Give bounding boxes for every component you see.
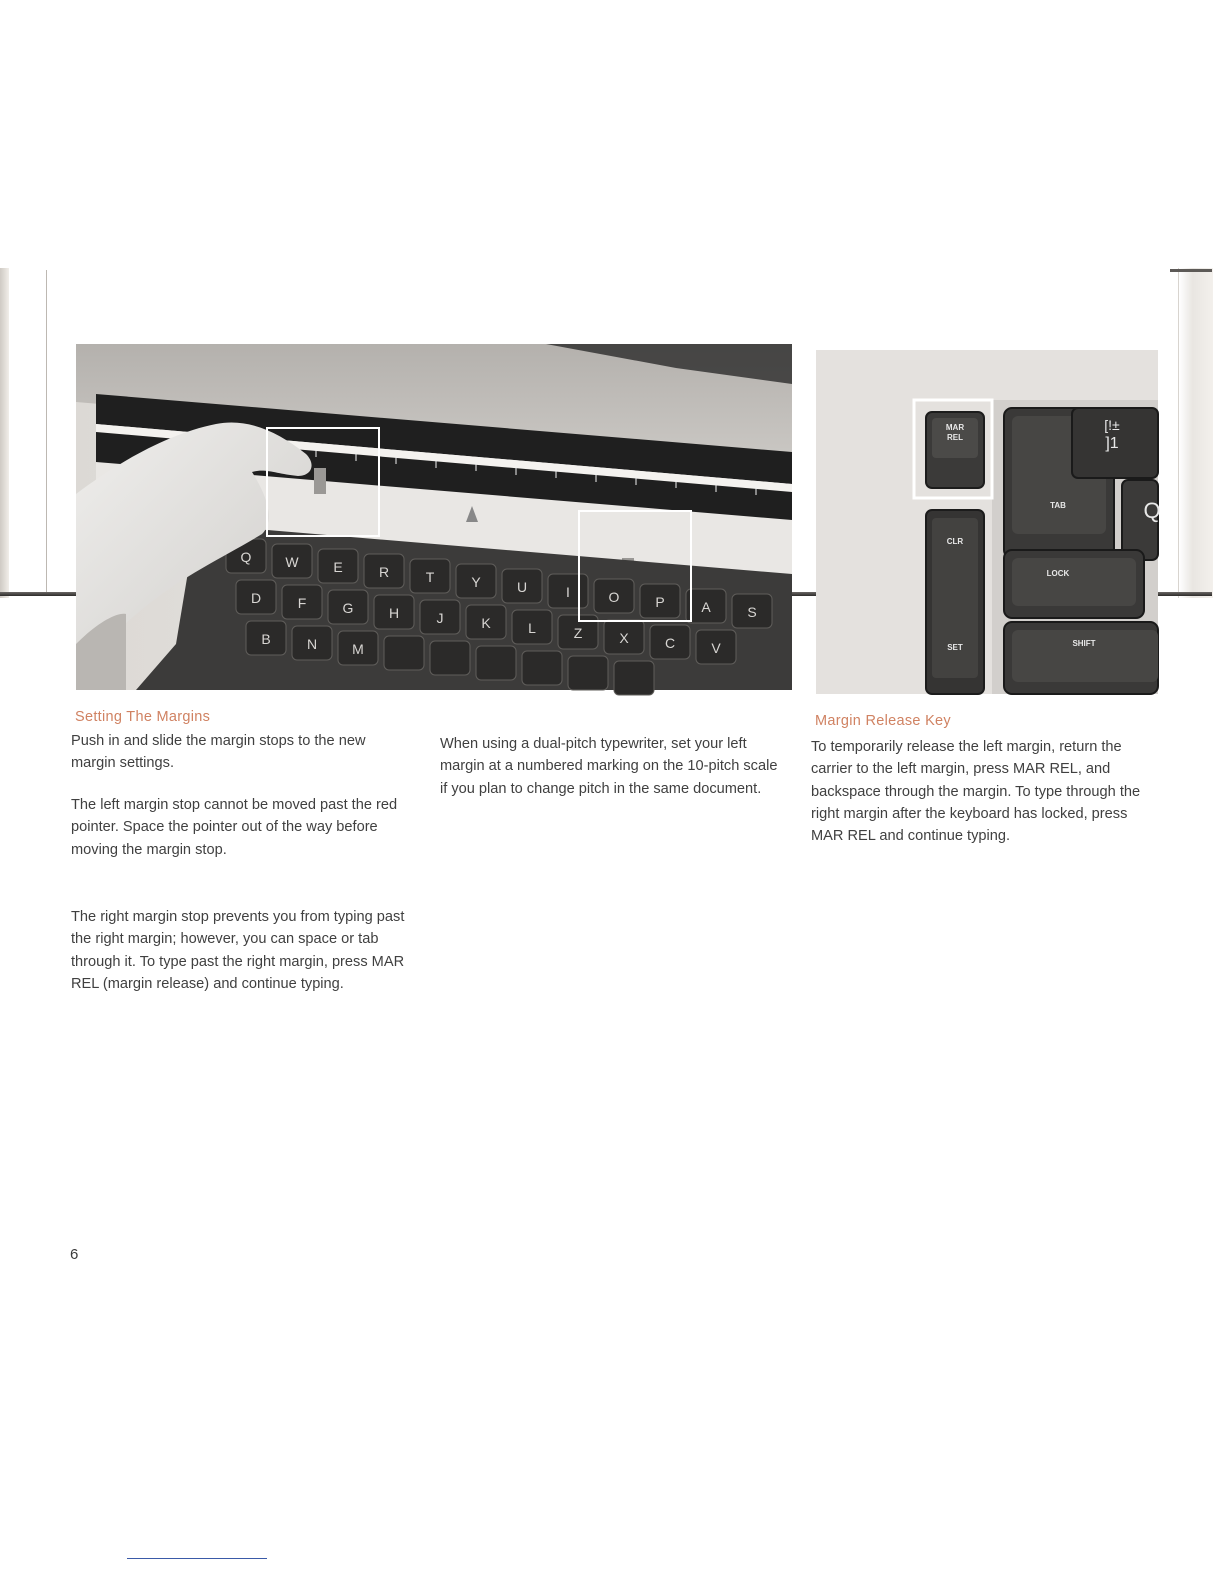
keycap-letter: Z (573, 625, 583, 641)
symbols-top-text: [!± (1104, 417, 1120, 433)
keycap-letter: T (425, 569, 435, 585)
typewriter-margin-photo (76, 344, 792, 690)
keycap-letter: U (516, 579, 528, 595)
keycap-letter: Y (471, 574, 481, 590)
keycap-letter: J (436, 610, 444, 626)
middle-paragraph-1: When using a dual-pitch typewriter, set your left margin at a numbered marking on the 10-pitch scale if you plan to change pitch in the same document. (440, 736, 778, 797)
keycap-letter: L (528, 620, 536, 636)
mar-key-text: MAR (945, 423, 965, 432)
keycap-letter: S (747, 604, 757, 620)
setting-margins-heading: Setting The Margins (75, 709, 211, 725)
keycap-letter: N (306, 636, 318, 652)
keycap-letter: O (608, 589, 620, 605)
keys-illustration (816, 350, 1161, 694)
margin-release-key-photo (816, 350, 1161, 694)
page-right-edge (1178, 268, 1213, 598)
left-paragraph-2: The left margin stop cannot be moved past the red pointer. Space the pointer out of the way before moving the margin stop. (71, 797, 398, 858)
keycap-letter: C (664, 635, 676, 651)
keycap-letter: H (388, 605, 400, 621)
keycap-letter: R (378, 564, 390, 580)
keycap-letter: G (342, 600, 354, 616)
keycap-letter: F (297, 595, 307, 611)
footer-rule (127, 1558, 267, 1559)
left-margin-stop (314, 468, 326, 494)
left-paragraph-3: The right margin stop prevents you from typing past the right margin; however, you can space or tab through it. To type past the right margin, press MAR REL (margin release) and continue typing. (71, 909, 405, 992)
page-left-edge (0, 268, 9, 598)
page-number: 6 (70, 1246, 79, 1263)
page-gutter-line (46, 270, 47, 595)
keycap-letter: W (285, 554, 299, 570)
keycap-letter: I (566, 584, 570, 600)
keycap-letter: X (619, 630, 629, 646)
keycap-letter: E (333, 559, 343, 575)
rel-key-text: REL (947, 433, 963, 442)
left-paragraph-1: Push in and slide the margin stops to the new margin settings. (71, 733, 366, 772)
keycap-letter: V (711, 640, 721, 656)
keycap-letter: M (352, 641, 364, 657)
symbols-bottom-text: ]1 (1105, 435, 1119, 452)
keycap-letter: P (655, 594, 665, 610)
page-corner-line (1170, 269, 1212, 272)
keycap-letter: Q (240, 549, 252, 565)
typewriter-illustration (76, 344, 792, 690)
clr-key-text: CLR (946, 537, 964, 546)
keycap-letter: D (250, 590, 262, 606)
lock-key-text: LOCK (1046, 569, 1070, 578)
set-key-text: SET (947, 643, 963, 652)
tab-key-text: TAB (1050, 501, 1066, 510)
keycap-letter: A (701, 599, 711, 615)
right-paragraph-1: To temporarily release the left margin, return the carrier to the left margin, press MAR REL, and backspace through the margin. To type through the right margin after the keyboard has locked, press MAR REL and continue typing. (811, 739, 1141, 845)
q-key-text: Q (1143, 498, 1161, 523)
keycap-letter: B (261, 631, 271, 647)
shift-key-text: SHIFT (1072, 639, 1096, 648)
margin-release-heading: Margin Release Key (815, 713, 951, 729)
keycap-letter: K (481, 615, 491, 631)
